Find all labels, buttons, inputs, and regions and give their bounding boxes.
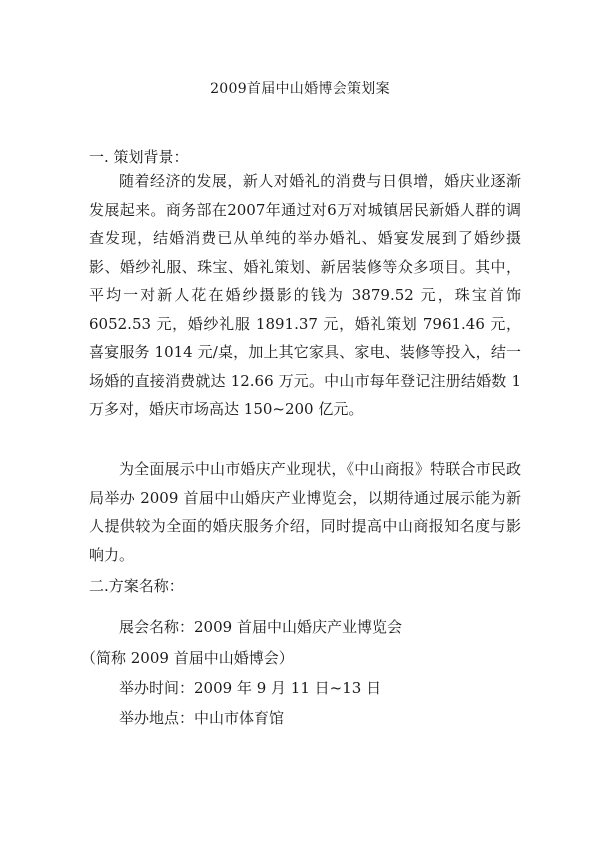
document-title: 2009首届中山婚博会策划案	[210, 81, 390, 97]
date-line: 举办时间：2009 年 9 月 11 日~13 日	[119, 679, 382, 697]
paragraph-background: 随着经济的发展，新人对婚礼的消费与日俱增，婚庆业逐渐发展起来。商务部在2007年通过对6万对城镇居民新婚人群的调查发现，结婚消费已从单纯的举办婚礼、婚宴发展到了婚纱摄影、婚纱礼服、珠宝、婚礼策划、新居装修等众多项目。其中，平均一对新人花在婚纱摄影的钱为 3879.52 元，珠宝首饰 6052.53 元，婚纱礼服 1891.37 元，婚礼策划 7961.46 元，喜宴服务 1014 元/桌，加上其它家具、家电、装修等投入，结一场婚的直接消费就达 12.66 万元。中山市每年登记注册结婚数 1 万多对，婚庆市场高达 150~200 亿元。	[89, 172, 521, 418]
venue-line: 举办地点：中山市体育馆	[119, 709, 285, 727]
section-heading-plan-name: 二.方案名称：	[89, 577, 184, 595]
paragraph-purpose: 为全面展示中山市婚庆产业现状，《中山商报》特联合市民政局举办 2009 首届中山婚庆产业博览会，以期待通过展示能为新人提供较为全面的婚庆服务介绍，同时提高中山商报知名度与影响力。	[89, 460, 521, 564]
short-name-line: （简称 2009 首届中山婚博会）	[81, 649, 294, 667]
exhibition-name-line: 展会名称：2009 首届中山婚庆产业博览会	[119, 618, 402, 636]
section-heading-background: 一. 策划背景：	[89, 148, 189, 166]
